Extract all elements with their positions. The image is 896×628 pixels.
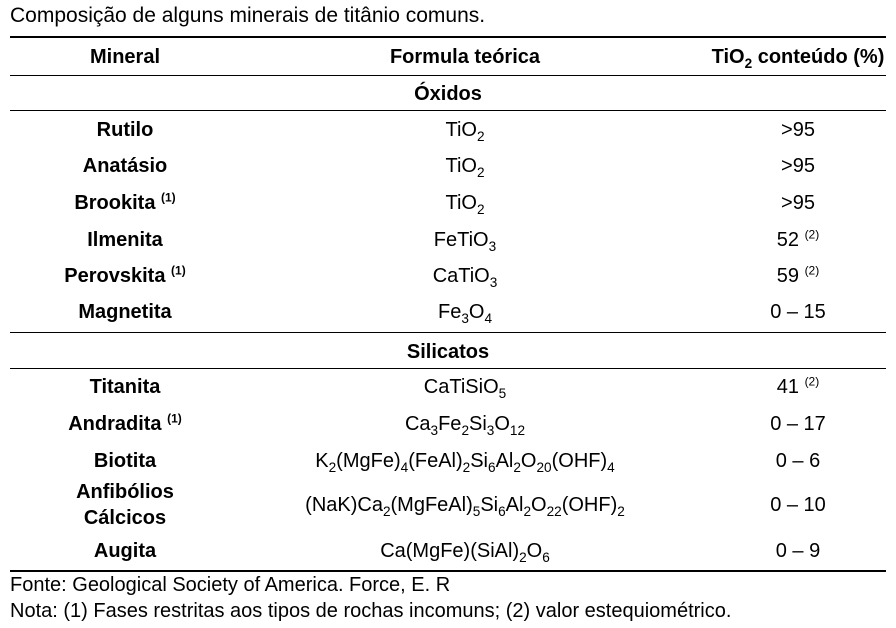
header-tio2-content: TiO$_2$ conteúdo (%) [711, 46, 885, 71]
top-rule [10, 36, 886, 38]
formula-augita: $Ca(MgFe)(SiAl)_2O_6$ [380, 540, 550, 565]
header-rule [10, 75, 886, 76]
footer-source: Fonte: Geological Society of America. Force, E. R [10, 574, 451, 596]
value-perovskita: 59 $^{(2)}$ [776, 263, 820, 287]
formula-brookita: TiO$_2$ [445, 192, 485, 217]
value-rutilo: >95 [781, 119, 815, 141]
value-titanita: 41 $^{(2)}$ [776, 374, 820, 398]
mineral-anfibolios-line2: Cálcicos [83, 507, 167, 529]
header-mineral: Mineral [89, 46, 161, 68]
value-andradita: 0 – 17 [770, 413, 826, 435]
formula-anatasio: TiO$_2$ [445, 155, 485, 180]
mineral-augita: Augita [93, 540, 157, 562]
mineral-biotita: Biotita [93, 450, 157, 472]
mineral-perovskita: Perovskita $^{(1)}$ [64, 263, 186, 287]
value-brookita: >95 [781, 192, 815, 214]
formula-rutilo: TiO$_2$ [445, 119, 485, 144]
section-silicatos: Silicatos [406, 341, 490, 363]
table-caption: Composição de alguns minerais de titânio comuns. [10, 4, 486, 27]
section-silicatos-top-rule [10, 332, 886, 333]
mineral-titanita: Titanita [89, 376, 161, 398]
section-oxidos-rule [10, 110, 886, 111]
section-oxidos: Óxidos [414, 83, 482, 105]
value-ilmenita: 52 $^{(2)}$ [776, 227, 820, 251]
mineral-rutilo: Rutilo [96, 119, 154, 141]
mineral-magnetita: Magnetita [78, 301, 172, 323]
value-biotita: 0 – 6 [775, 450, 821, 472]
value-augita: 0 – 9 [775, 540, 821, 562]
section-silicatos-rule [10, 368, 886, 369]
formula-magnetita: $Fe_3O_4$ [437, 301, 493, 326]
formula-biotita: $K_2(MgFe)_4(FeAl)_2Si_6Al_2O_{20}(OHF)_4$ [315, 450, 615, 475]
mineral-ilmenita: Ilmenita [87, 229, 163, 251]
note-ref: (1) [171, 263, 186, 278]
header-formula: Formula teórica [389, 46, 541, 68]
footer-note: Nota: (1) Fases restritas aos tipos de rochas incomuns; (2) valor estequiométrico. [10, 600, 732, 622]
formula-titanita: CaTiSiO$_5$ [423, 376, 507, 401]
value-magnetita: 0 – 15 [770, 301, 826, 323]
mineral-brookita: Brookita $^{(1)}$ [74, 190, 176, 214]
formula-ilmenita: FeTiO$_3$ [433, 229, 497, 254]
value-anfibolios: 0 – 10 [770, 494, 826, 516]
note-ref: (1) [167, 411, 182, 426]
formula-perovskita: CaTiO$_3$ [432, 265, 498, 290]
mineral-anfibolios-line1: Anfibólios [76, 481, 174, 503]
mineral-andradita: Andradita $^{(1)}$ [68, 411, 182, 435]
mineral-anatasio: Anatásio [82, 155, 168, 177]
formula-anfibolios: $(NaK)Ca_2(MgFeAl)_5Si_6Al_2O_{22}(OHF)_2$ [305, 494, 625, 519]
note-ref: (1) [161, 190, 176, 205]
value-anatasio: >95 [781, 155, 815, 177]
formula-andradita: $Ca_3Fe_2Si_3O_{12}$ [404, 413, 526, 438]
bottom-rule [10, 570, 886, 572]
